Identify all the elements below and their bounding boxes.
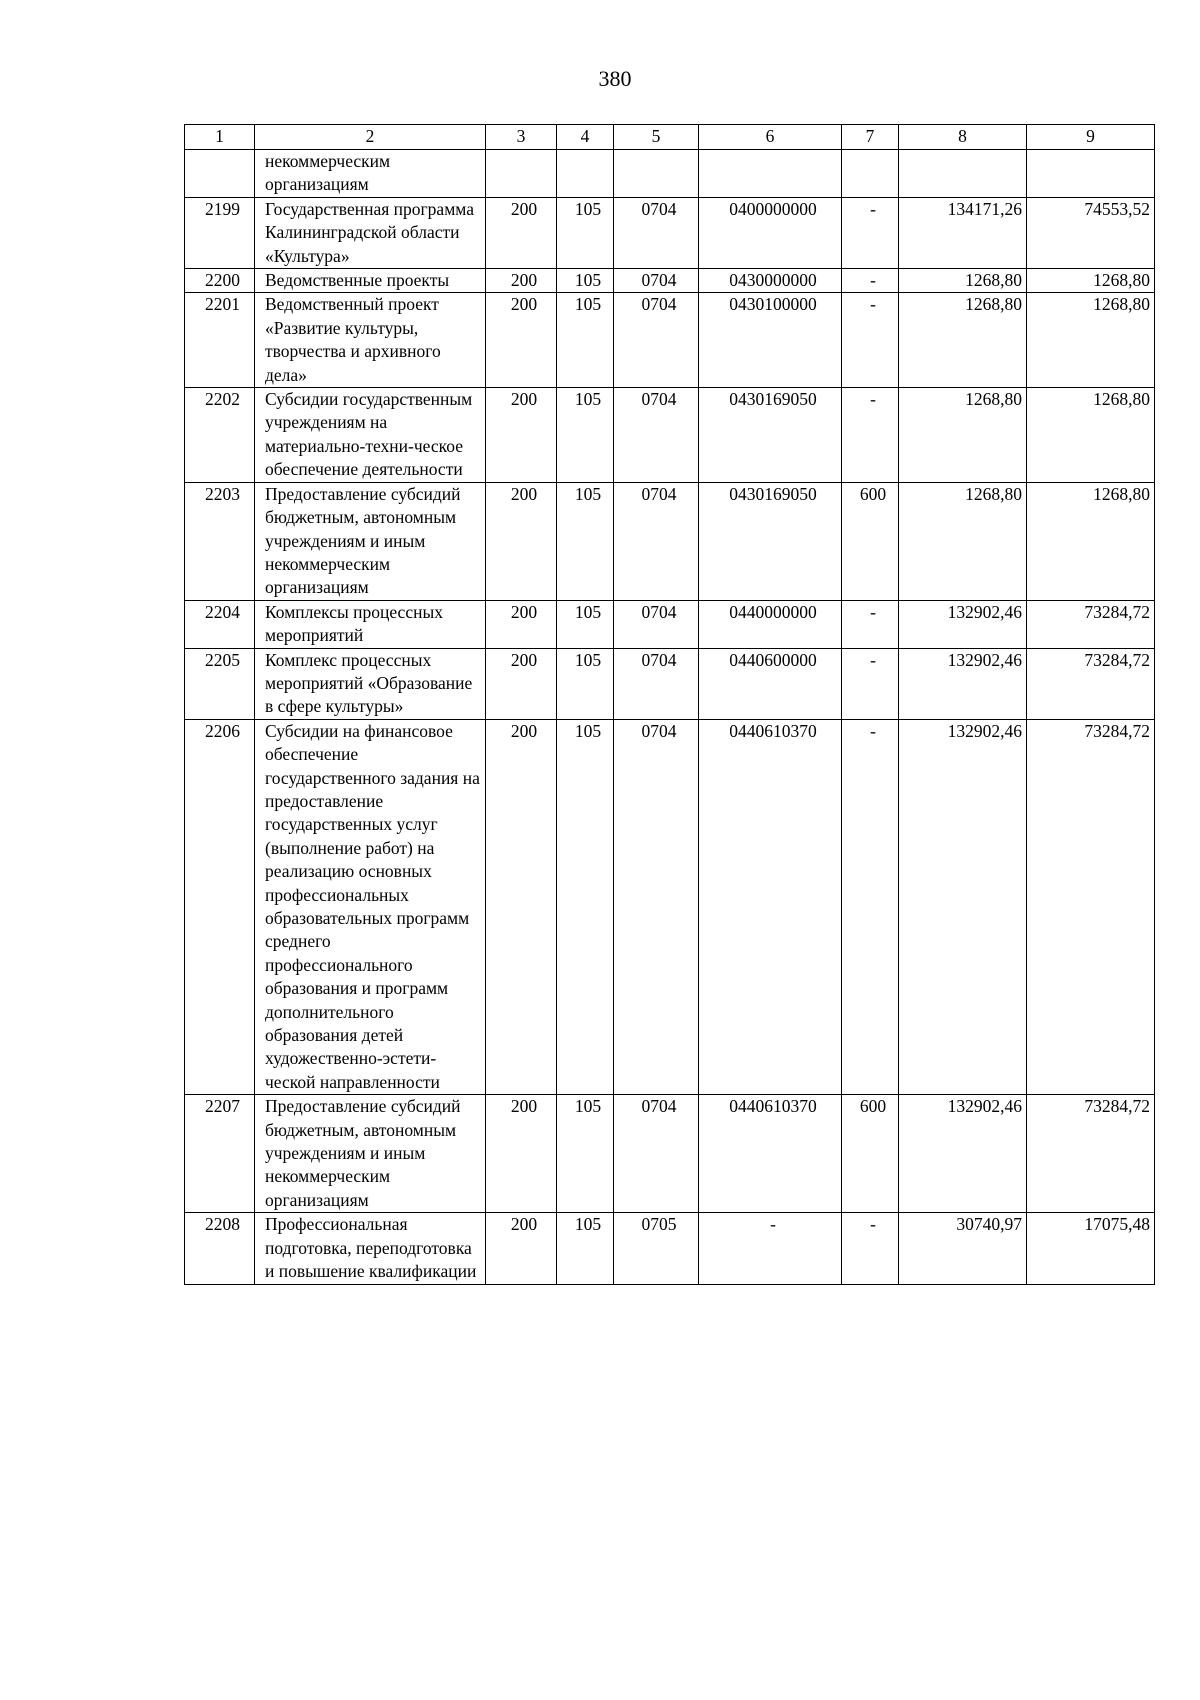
table-row [185, 197, 1155, 268]
row-number-cell: 2206 [185, 719, 255, 1095]
chapter-cell: 200 [486, 482, 557, 600]
ministry-cell: 105 [557, 648, 614, 719]
chapter-cell: 200 [486, 388, 557, 483]
expense-type-cell: - [842, 388, 899, 483]
expense-type-cell: - [842, 648, 899, 719]
expense-type-cell: - [842, 1213, 899, 1284]
table-row [185, 269, 1155, 293]
target-article-cell: 0430169050 [699, 482, 842, 600]
ministry-cell: 105 [557, 388, 614, 483]
section-cell: 0704 [614, 197, 699, 268]
amount-year1-cell: 1268,80 [899, 269, 1027, 293]
amount-year1-cell: 132902,46 [899, 648, 1027, 719]
column-header: 4 [557, 125, 614, 150]
amount-year1-cell: 1268,80 [899, 482, 1027, 600]
section-cell: 0704 [614, 600, 699, 648]
target-article-cell [699, 150, 842, 198]
table-header-row [185, 125, 1155, 150]
expense-type-cell: 600 [842, 1095, 899, 1213]
name-cell: Профессиональная подготовка, переподготовка и повышение квалификации [255, 1213, 486, 1284]
target-article-cell: 0430000000 [699, 269, 842, 293]
amount-year1-cell: 132902,46 [899, 1095, 1027, 1213]
amount-year2-cell: 73284,72 [1027, 1095, 1155, 1213]
budget-table [184, 124, 1155, 1285]
section-cell [614, 150, 699, 198]
row-number-cell: 2202 [185, 388, 255, 483]
column-header: 9 [1027, 125, 1155, 150]
chapter-cell [486, 150, 557, 198]
chapter-cell: 200 [486, 1095, 557, 1213]
chapter-cell: 200 [486, 600, 557, 648]
target-article-cell: - [699, 1213, 842, 1284]
chapter-cell: 200 [486, 269, 557, 293]
expense-type-cell: - [842, 719, 899, 1095]
expense-type-cell: - [842, 197, 899, 268]
ministry-cell [557, 150, 614, 198]
section-cell: 0704 [614, 388, 699, 483]
table-row [185, 150, 1155, 198]
name-cell: Субсидии государственным учреждениям на материально-техни-ческое обеспечение деятельности [255, 388, 486, 483]
name-cell: Комплекс процессных мероприятий «Образование в сфере культуры» [255, 648, 486, 719]
amount-year1-cell: 132902,46 [899, 600, 1027, 648]
section-cell: 0704 [614, 269, 699, 293]
row-number-cell: 2199 [185, 197, 255, 268]
ministry-cell: 105 [557, 269, 614, 293]
expense-type-cell: - [842, 600, 899, 648]
target-article-cell: 0430100000 [699, 293, 842, 388]
column-header: 7 [842, 125, 899, 150]
column-header: 3 [486, 125, 557, 150]
chapter-cell: 200 [486, 719, 557, 1095]
row-number-cell: 2205 [185, 648, 255, 719]
expense-type-cell: - [842, 293, 899, 388]
amount-year1-cell: 30740,97 [899, 1213, 1027, 1284]
amount-year1-cell: 1268,80 [899, 388, 1027, 483]
row-number-cell: 2201 [185, 293, 255, 388]
amount-year2-cell: 73284,72 [1027, 600, 1155, 648]
chapter-cell: 200 [486, 293, 557, 388]
expense-type-cell: - [842, 269, 899, 293]
page-number: 380 [598, 66, 632, 91]
name-cell: некоммерческим организациям [255, 150, 486, 198]
ministry-cell: 105 [557, 482, 614, 600]
name-cell: Ведомственный проект «Развитие культуры, творчества и архивного дела» [255, 293, 486, 388]
ministry-cell: 105 [557, 1095, 614, 1213]
amount-year1-cell [899, 150, 1027, 198]
amount-year1-cell: 134171,26 [899, 197, 1027, 268]
name-cell: Субсидии на финансовое обеспечение государственного задания на предоставление государственных услуг (выполнение работ) на реализацию основных профессиональных образовательных программ среднего профессионального образования и программ дополнительного образования детей художественно-эстети-ческой направленности [255, 719, 486, 1095]
column-header: 8 [899, 125, 1027, 150]
amount-year2-cell: 1268,80 [1027, 388, 1155, 483]
table-row [185, 482, 1155, 600]
amount-year2-cell: 74553,52 [1027, 197, 1155, 268]
table-row [185, 293, 1155, 388]
amount-year2-cell: 1268,80 [1027, 482, 1155, 600]
ministry-cell: 105 [557, 293, 614, 388]
target-article-cell: 0400000000 [699, 197, 842, 268]
expense-type-cell [842, 150, 899, 198]
amount-year2-cell [1027, 150, 1155, 198]
table-body [185, 150, 1155, 1285]
amount-year1-cell: 1268,80 [899, 293, 1027, 388]
amount-year2-cell: 73284,72 [1027, 719, 1155, 1095]
ministry-cell: 105 [557, 197, 614, 268]
name-cell: Государственная программа Калининградской области «Культура» [255, 197, 486, 268]
amount-year2-cell: 1268,80 [1027, 293, 1155, 388]
column-header: 6 [699, 125, 842, 150]
amount-year2-cell: 1268,80 [1027, 269, 1155, 293]
amount-year2-cell: 17075,48 [1027, 1213, 1155, 1284]
column-header: 1 [185, 125, 255, 150]
row-number-cell: 2203 [185, 482, 255, 600]
table-row [185, 648, 1155, 719]
table-row [185, 388, 1155, 483]
target-article-cell: 0440000000 [699, 600, 842, 648]
section-cell: 0704 [614, 648, 699, 719]
section-cell: 0705 [614, 1213, 699, 1284]
section-cell: 0704 [614, 719, 699, 1095]
name-cell: Комплексы процессных мероприятий [255, 600, 486, 648]
expense-type-cell: 600 [842, 482, 899, 600]
row-number-cell: 2207 [185, 1095, 255, 1213]
amount-year1-cell: 132902,46 [899, 719, 1027, 1095]
row-number-cell [185, 150, 255, 198]
ministry-cell: 105 [557, 600, 614, 648]
row-number-cell: 2208 [185, 1213, 255, 1284]
row-number-cell: 2200 [185, 269, 255, 293]
amount-year2-cell: 73284,72 [1027, 648, 1155, 719]
chapter-cell: 200 [486, 1213, 557, 1284]
table-row [185, 719, 1155, 1095]
section-cell: 0704 [614, 1095, 699, 1213]
row-number-cell: 2204 [185, 600, 255, 648]
table-row [185, 1095, 1155, 1213]
target-article-cell: 0440610370 [699, 1095, 842, 1213]
column-header: 2 [255, 125, 486, 150]
table-row [185, 600, 1155, 648]
target-article-cell: 0430169050 [699, 388, 842, 483]
chapter-cell: 200 [486, 197, 557, 268]
column-header: 5 [614, 125, 699, 150]
name-cell: Предоставление субсидий бюджетным, автономным учреждениям и иным некоммерческим организациям [255, 1095, 486, 1213]
name-cell: Ведомственные проекты [255, 269, 486, 293]
section-cell: 0704 [614, 293, 699, 388]
table-row [185, 1213, 1155, 1284]
name-cell: Предоставление субсидий бюджетным, автономным учреждениям и иным некоммерческим организациям [255, 482, 486, 600]
target-article-cell: 0440600000 [699, 648, 842, 719]
section-cell: 0704 [614, 482, 699, 600]
chapter-cell: 200 [486, 648, 557, 719]
ministry-cell: 105 [557, 719, 614, 1095]
ministry-cell: 105 [557, 1213, 614, 1284]
target-article-cell: 0440610370 [699, 719, 842, 1095]
